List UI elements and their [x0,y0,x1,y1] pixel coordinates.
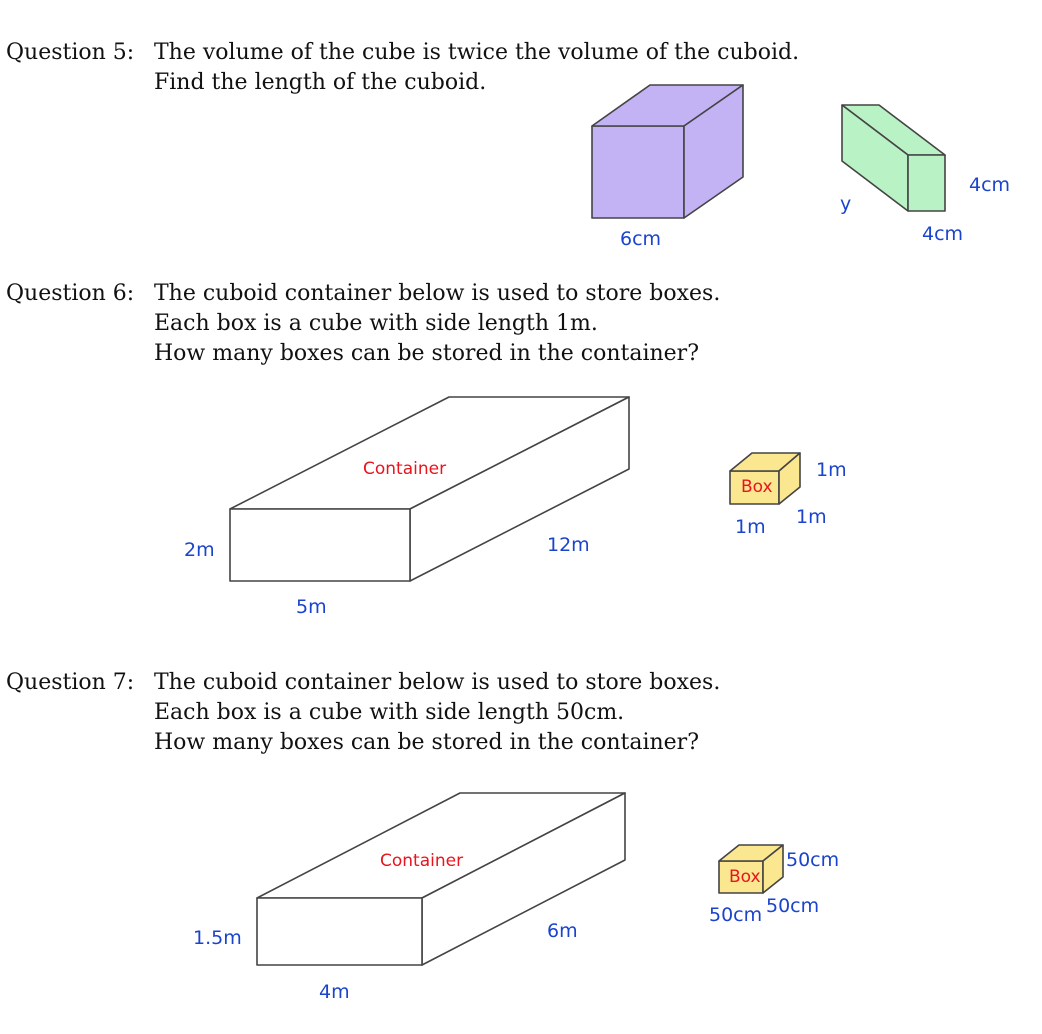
question-6-line-3: How many boxes can be stored in the container? [154,341,699,366]
q5-cube-front [592,126,684,218]
question-5-number: Question 5: [6,40,135,65]
question-7-line-1: The cuboid container below is used to store boxes. [154,670,721,695]
q7-box-side-label-a: 50cm [786,849,840,871]
question-7-line-3: How many boxes can be stored in the container? [154,730,699,755]
q5-cuboid-front [908,155,945,211]
q5-cuboid-length-label: y [840,193,852,215]
question-6-line-2: Each box is a cube with side length 1m. [154,311,598,336]
q5-cuboid-width-label: 4cm [922,223,964,245]
question-7-number: Question 7: [6,670,135,695]
q5-cuboid-height-label: 4cm [969,174,1011,196]
question-7-line-2: Each box is a cube with side length 50cm. [154,700,625,725]
question-6-line-1: The cuboid container below is used to store boxes. [154,281,721,306]
q7-container-width-label: 4m [319,981,350,1003]
q7-container-caption: Container [380,851,464,871]
q6-container-front [230,509,410,581]
question-5-line-2: Find the length of the cuboid. [154,70,487,95]
q6-container-height-label: 2m [184,539,215,561]
q6-container-caption: Container [363,459,447,479]
q7-box-caption: Box [729,867,761,887]
q7-container-front [257,898,422,965]
q6-box-side-label-c: 1m [735,516,766,538]
q5-cuboid [842,105,945,211]
question-5-line-1: The volume of the cube is twice the volume of the cuboid. [154,40,800,65]
q6-box-caption: Box [741,477,773,497]
q6-container-width-label: 5m [296,596,327,618]
q7-box-side-label-b: 50cm [766,895,820,917]
q6-container-length-label: 12m [547,534,590,556]
q7-container-height-label: 1.5m [193,927,242,949]
q6-box-side-label-b: 1m [796,506,827,528]
q7-container-length-label: 6m [547,920,578,942]
question-6-number: Question 6: [6,281,135,306]
q5-cube-label: 6cm [620,228,662,250]
q7-box-side-label-c: 50cm [709,904,763,926]
q6-box-side-label-a: 1m [816,459,847,481]
q5-cube [592,85,743,218]
